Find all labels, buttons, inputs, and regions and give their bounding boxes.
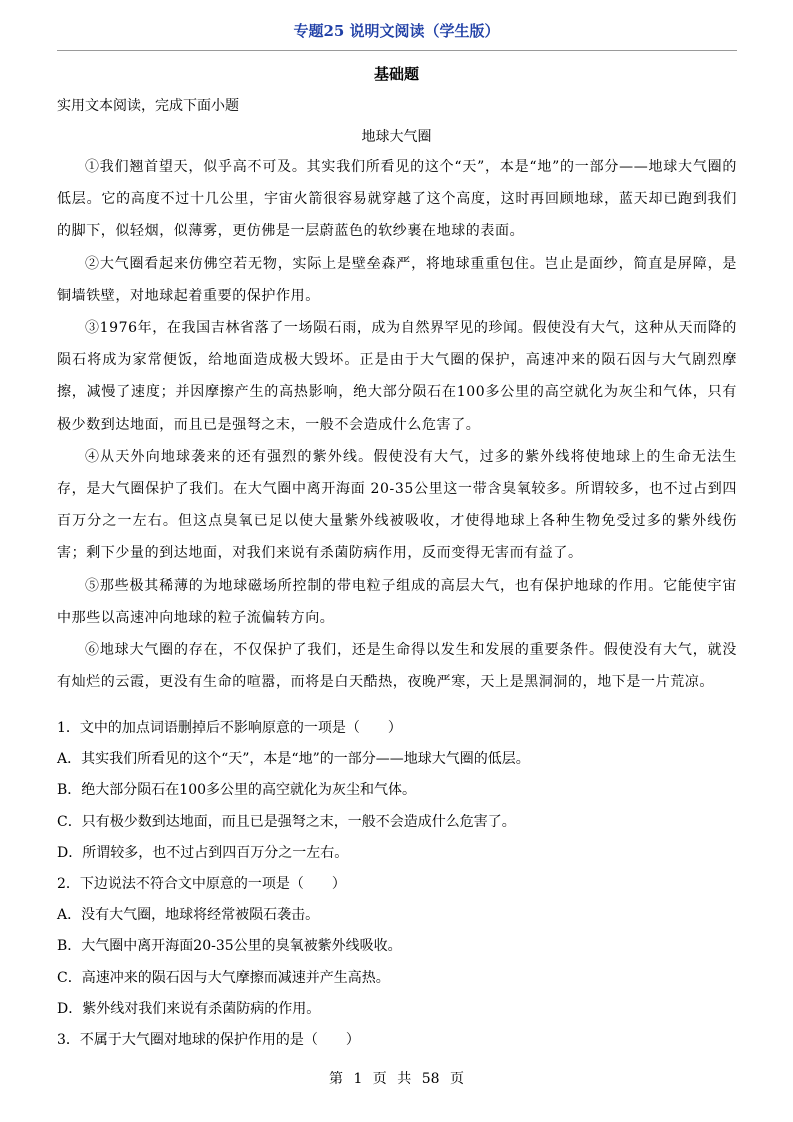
question-stem: 3．不属于大气圈对地球的保护作用的是（ ） [57,1032,360,1049]
article-paragraph: ③1976年，在我国吉林省落了一场陨石雨，成为自然界罕见的珍闻。假使没有大气，这种从天而降的陨石将成为家常便饭，给地面造成极大毁坏。正是由于大气圈的保护，高速冲来的陨石因与大气剧烈摩擦，减慢了速度；并因摩擦产生的高热影响，绝大部分陨石在100多公里的高空就化为灰尘和气体，只有极少数到达地面，而且已是强弩之末，一般不会造成什么危害了。 [57,320,737,433]
question-stem: 1．文中的加点词语删掉后不影响原意的一项是（ ） [57,720,402,736]
question-option: A．其实我们所看见的这个“天”，本是“地”的一部分——地球大气圈的低层。 [57,751,530,768]
question-option: D．紫外线对我们来说有杀菌防病的作用。 [57,1000,321,1017]
questions-section [57,713,737,1056]
article-paragraph: ②大气圈看起来仿佛空若无物，实际上是壁垒森严，将地球重重包住。岂止是面纱，简直是屏障，是铜墙铁壁，对地球起着重要的保护作用。 [57,255,737,304]
page-header-title: 专题25 说明文阅读（学生版） [293,22,500,40]
instruction-text: 实用文本阅读，完成下面小题 [57,98,239,114]
page-footer-number: 第 1 页 共 58 页 [329,1071,464,1087]
header-divider [57,50,737,51]
article-title: 地球大气圈 [361,129,432,145]
question-option: A．没有大气圈，地球将经常被陨石袭击。 [57,907,320,924]
question-option: C．高速冲来的陨石因与大气摩擦而减速并产生高热。 [57,969,390,986]
article-paragraph: ①我们翘首望天，似乎高不可及。其实我们所看见的这个“天”，本是“地”的一部分——地球大气圈的低层。它的高度不过十几公里，宇宙火箭很容易就穿越了这个高度，这时再回顾地球，蓝天却已跑到我们的脚下，似轻烟，似薄雾，更仿佛是一层蔚蓝色的软纱裹在地球的表面。 [57,159,737,240]
article-paragraph: ⑤那些极其稀薄的为地球磁场所控制的带电粒子组成的高层大气，也有保护地球的作用。它能使宇宙中那些以高速冲向地球的粒子流偏转方向。 [57,577,737,626]
article-paragraph: ⑥地球大气圈的存在，不仅保护了我们，还是生命得以发生和发展的重要条件。假使没有大气，就没有灿烂的云霞，更没有生命的喧嚣，而将是白天酷热，夜晚严寒，天上是黑洞洞的，地下是一片荒凉。 [57,642,737,691]
article-body [57,151,737,698]
question-option: B．大气圈中离开海面20-35公里的臭氧被紫外线吸收。 [57,938,402,955]
article-paragraph: ④从天外向地球袭来的还有强烈的紫外线。假使没有大气，过多的紫外线将使地球上的生命无法生存，是大气圈保护了我们。在大气圈中离开海面 20-35公里这一带含臭氧较多。所谓较多，也不过占到四百万分之一左右。但这点臭氧已足以使大量紫外线被吸收，才使得地球上各种生物免受过多的紫外线伤害；剩下少量的到达地面，对我们来说有杀菌防病作用，反而变得无害而有益了。 [57,448,737,562]
section-title: 基础题 [373,65,419,83]
question-option: B．绝大部分陨石在100多公里的高空就化为灰尘和气体。 [57,782,417,799]
question-option: D．所谓较多，也不过占到四百万分之一左右。 [57,844,349,861]
question-option: C．只有极少数到达地面，而且已是强弩之末，一般不会造成什么危害了。 [57,813,516,830]
question-stem: 2．下边说法不符合文中原意的一项是（ ） [57,876,346,893]
